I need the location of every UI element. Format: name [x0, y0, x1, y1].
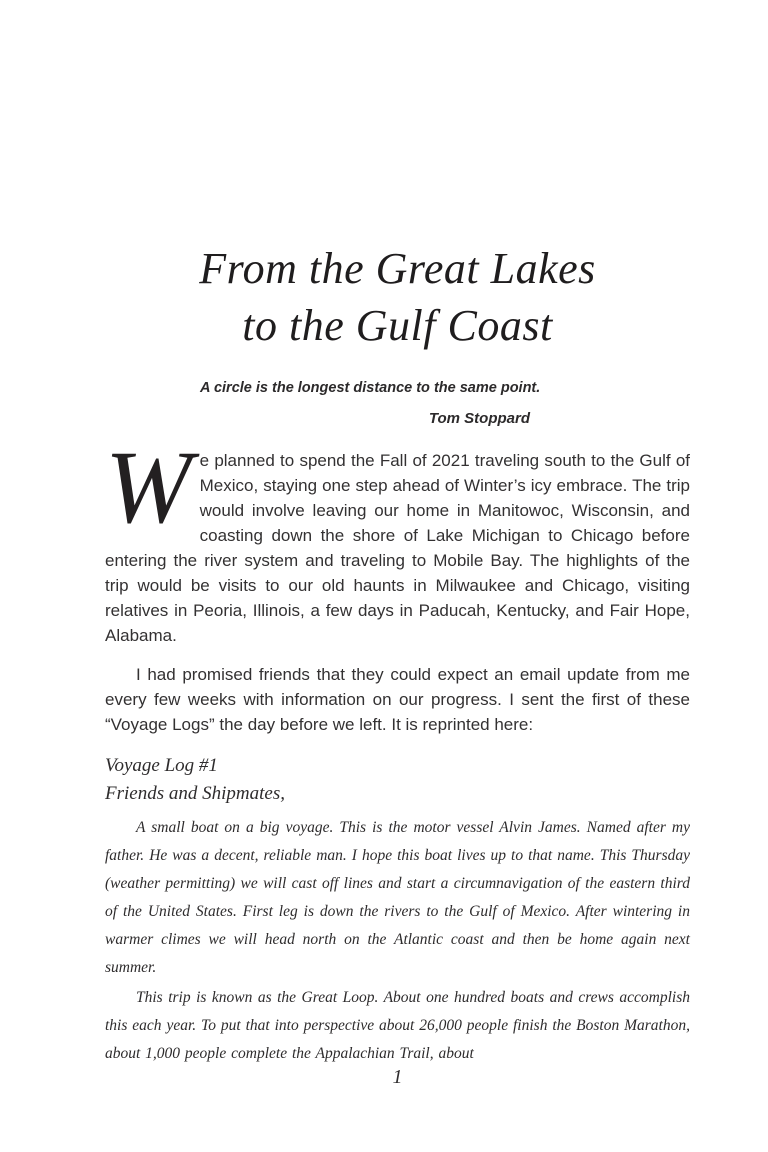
intro-paragraph-1 [105, 430, 690, 648]
voyage-log-salutation: Friends and Shipmates, [105, 783, 285, 804]
epigraph-quote: A circle is the longest distance to the same point. [200, 380, 541, 396]
text-block [105, 0, 690, 1068]
drop-cap: W [105, 430, 192, 545]
voyage-log-paragraph-2: This trip is known as the Great Loop. About one hundred boats and crews accomplish this each year. To put that into perspective about 26,000 people finish the Boston Marathon, about 1,000 people complete the Appalachian Trail, about [105, 989, 690, 1062]
voyage-log-heading: Voyage Log #1 [105, 755, 218, 776]
voyage-log-paragraph-1: A small boat on a big voyage. This is the motor vessel Alvin James. Named after my father. He was a decent, reliable man. I hope this boat lives up to that name. This Thursday (weather permitting) we will cast off lines and start a circumnavigation of the eastern third of the United States. First leg is down the rivers to the Gulf of Mexico. After wintering in warmer climes we will head north on the Atlantic coast and then be home again next summer. [105, 819, 690, 976]
epigraph-attribution: Tom Stoppard [428, 410, 530, 427]
chapter-title-line2: to the Gulf Coast [242, 301, 553, 350]
intro-paragraph-2: I had promised friends that they could expect an email update from me every few weeks with information on our progress. I sent the first of these “Voyage Logs” the day before we left. It is reprinted here: [105, 665, 690, 734]
chapter-title-line1: From the Great Lakes [199, 244, 596, 293]
voyage-log-header [105, 752, 690, 808]
intro-paragraph-1-text: e planned to spend the Fall of 2021 traveling south to the Gulf of Mexico, staying one step ahead of Winter’s icy embrace. The trip would involve leaving our home in Manitowoc, Wisconsin, and coasting down the shore of Lake Michigan to Chicago before entering the river system and traveling to Mobile Bay. The highlights of the trip would be visits to our old haunts in Milwaukee and Chicago, visiting relatives in Peoria, Illinois, a few days in Paducah, Kentucky, and Fair Hope, Alabama. [105, 451, 690, 645]
page-number: 1 [392, 1066, 403, 1088]
chapter-title [105, 240, 690, 354]
epigraph [200, 380, 541, 427]
